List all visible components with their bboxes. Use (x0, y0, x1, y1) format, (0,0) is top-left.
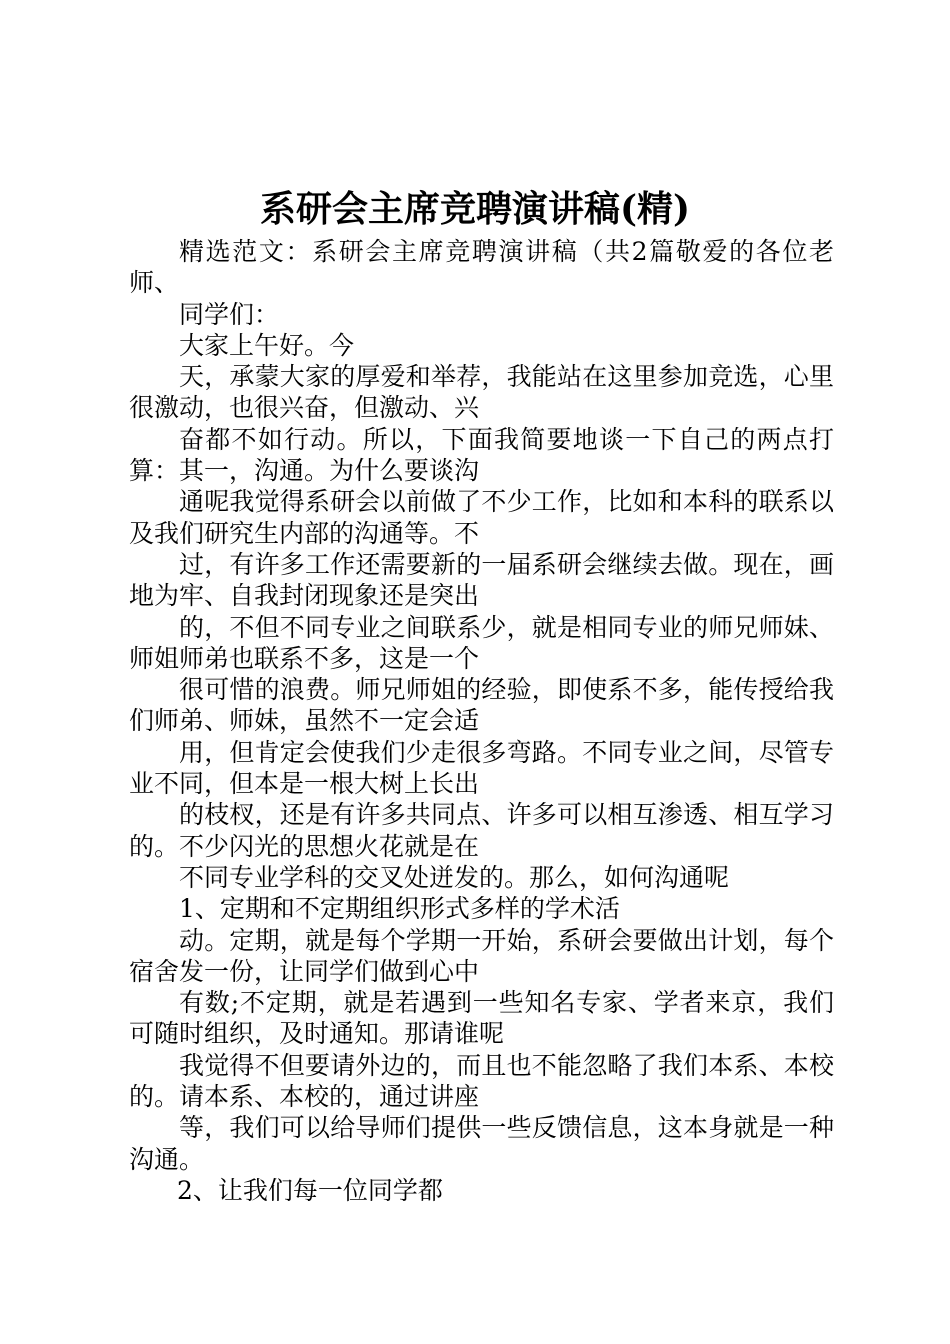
paragraph: 过，有许多工作还需要新的一届系研会继续去做。现在，画地为牢、自我封闭现象还是突出 (129, 549, 834, 611)
paragraph: 1、定期和不定期组织形式多样的学术活 (179, 894, 620, 924)
paragraph: 用，但肯定会使我们少走很多弯路。不同专业之间，尽管专业不同，但本是一根大树上长出 (129, 737, 834, 799)
paragraph: 我觉得不但要请外边的，而且也不能忽略了我们本系、本校的。请本系、本校的，通过讲座 (129, 1050, 834, 1112)
paragraph: 2、让我们每一位同学都 (177, 1175, 443, 1205)
document-title: 系研会主席竞聘演讲稿(精) (259, 188, 691, 230)
paragraph: 大家上午好。今 (179, 330, 355, 360)
paragraph: 不同专业学科的交叉处迸发的。那么，如何沟通呢 (179, 862, 730, 892)
paragraph: 同学们： (179, 299, 280, 329)
paragraph: 的枝杈，还是有许多共同点、许多可以相互渗透、相互学习的。不少闪光的思想火花就是在 (129, 800, 834, 861)
paragraph: 精选范文：系研会主席竞聘演讲稿（共2篇敬爱的各位老师、 (129, 237, 834, 298)
paragraph: 等，我们可以给导师们提供一些反馈信息，这本身就是一种沟通。 (129, 1113, 834, 1174)
paragraph: 通呢我觉得系研会以前做了不少工作，比如和本科的联系以及我们研究生内部的沟通等。不 (129, 487, 834, 548)
paragraph: 的，不但不同专业之间联系少，就是相同专业的师兄师妹、师姐师弟也联系不多，这是一个 (129, 612, 834, 673)
paragraph: 动。定期，就是每个学期一开始，系研会要做出计划，每个宿舍发一份，让同学们做到心中 (129, 925, 834, 986)
paragraph: 天，承蒙大家的厚爱和举荐，我能站在这里参加竞选，心里很激动，也很兴奋，但激动、兴 (129, 362, 834, 423)
paragraph: 奋都不如行动。所以，下面我简要地谈一下自己的两点打算：其一，沟通。为什么要谈沟 (129, 424, 834, 486)
paragraph: 有数;不定期，就是若遇到一些知名专家、学者来京，我们可随时组织，及时通知。那请谁呢 (129, 988, 834, 1049)
paragraph: 很可惜的浪费。师兄师姐的经验，即使系不多，能传授给我们师弟、师妹，虽然不一定会适 (129, 675, 834, 736)
document-body (129, 236, 834, 1206)
